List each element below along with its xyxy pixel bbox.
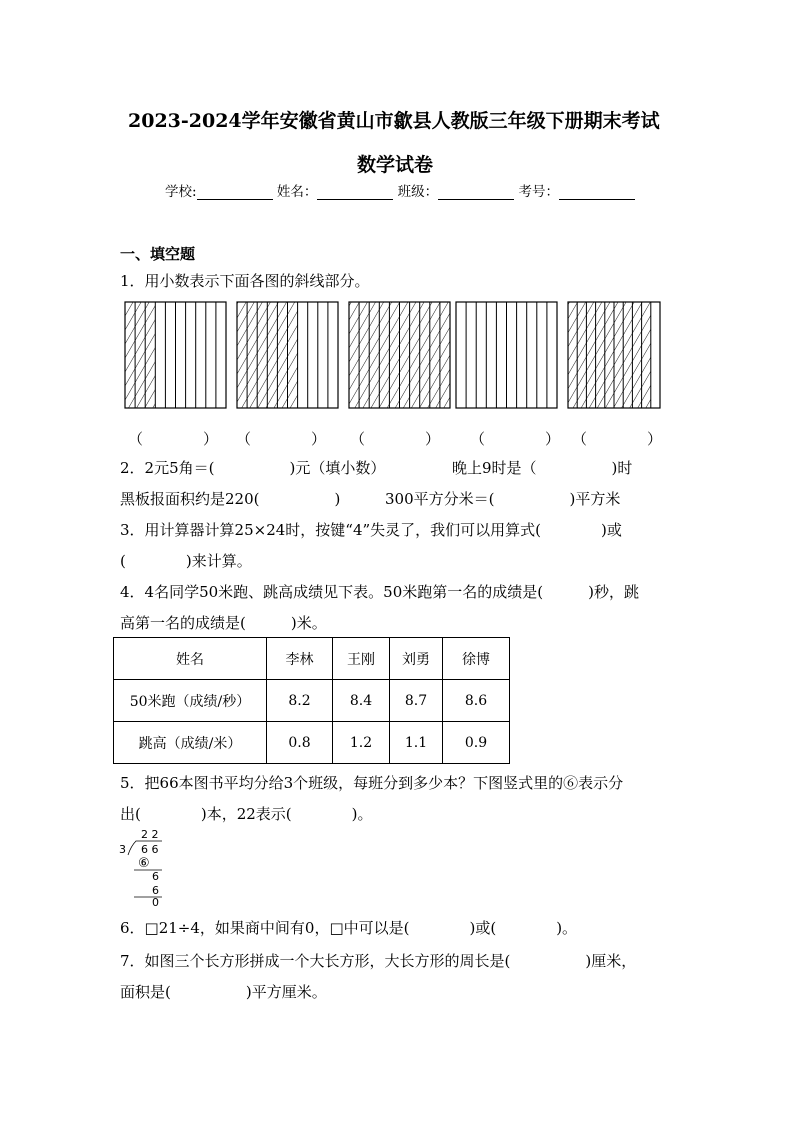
quotient: 2 2	[141, 828, 159, 841]
divisor: 3	[119, 843, 126, 856]
table-cell: 8.7	[390, 680, 443, 722]
long-division-figure	[116, 828, 176, 908]
q1-answer-3[interactable]: （ ）	[350, 430, 441, 448]
strip-figure-3	[349, 302, 450, 408]
question-5-line2: 出( )本，22表示( )。	[120, 805, 373, 823]
table-cell: 跳高（成绩/米）	[114, 722, 267, 764]
school-label: 学校:	[165, 184, 197, 200]
exam-title-line1: 2023-2024学年安徽省黄山市歙县人教版三年级下册期末考试	[128, 110, 660, 132]
question-4-line2: 高第一名的成绩是( )米。	[120, 614, 327, 632]
question-2-part-b: 晚上9时是（ )时	[452, 459, 633, 477]
question-2-part-c: 黑板报面积约是220( )	[120, 490, 341, 508]
division-step-3: 6	[152, 884, 159, 897]
question-7-line2: 面积是( )平方厘米。	[120, 983, 327, 1001]
table-cell: 1.1	[390, 722, 443, 764]
question-2-part-a: 2．2元5角＝( )元（填小数）	[120, 459, 386, 477]
table-cell: 0.9	[443, 722, 510, 764]
section-heading: 一、填空题	[120, 245, 196, 263]
question-7-line1: 7．如图三个长方形拼成一个大长方形，大长方形的周长是( )厘米，	[120, 952, 637, 970]
q1-answer-1[interactable]: （ ）	[128, 430, 219, 448]
table-row	[114, 680, 510, 722]
table-header-cell: 刘勇	[390, 638, 443, 680]
name-label: 姓名：	[276, 184, 318, 200]
shaded-area	[568, 302, 651, 408]
table-cell: 8.2	[267, 680, 333, 722]
table-cell: 0.8	[267, 722, 333, 764]
division-step-2: 6	[152, 870, 159, 883]
question-3-line1: 3．用计算器计算25×24时，按键“4”失灵了，我们可以用算式( )或	[120, 521, 622, 539]
question-4-line1: 4．4名同学50米跑、跳高成绩见下表。50米跑第一名的成绩是( )秒，跳	[120, 583, 639, 601]
shaded-area	[125, 302, 155, 408]
score-table	[113, 637, 510, 764]
question-1: 1．用小数表示下面各图的斜线部分。	[120, 272, 370, 290]
division-lines	[116, 828, 176, 908]
table-header-cell: 姓名	[114, 638, 267, 680]
question-6: 6．□21÷4，如果商中间有0，□中可以是( )或( )。	[120, 919, 578, 937]
question-2-part-d: 300平方分米＝( )平方米	[385, 490, 621, 508]
exam-no-label: 考号：	[518, 184, 559, 200]
dividend: 6 6	[141, 843, 159, 856]
strip-figure-2	[237, 302, 338, 408]
table-cell: 1.2	[333, 722, 390, 764]
table-header-cell: 李林	[267, 638, 333, 680]
strip-figure-1	[125, 302, 226, 408]
table-cell: 8.6	[443, 680, 510, 722]
class-label: 班级：	[397, 184, 439, 200]
table-header-cell: 王刚	[333, 638, 390, 680]
q1-answer-4[interactable]: （ ）	[470, 430, 561, 448]
question-3-line2: ( )来计算。	[120, 552, 252, 570]
table-cell: 8.4	[333, 680, 390, 722]
strip-figure-4	[456, 302, 557, 408]
strip-figure-5	[568, 302, 660, 408]
division-step-1: ⑥	[138, 856, 150, 871]
question-5-line1: 5．把66本图书平均分给3个班级，每班分到多少本？下图竖式里的⑥表示分	[120, 774, 624, 792]
exam-title-line2: 数学试卷	[357, 154, 434, 176]
table-header-cell: 徐博	[443, 638, 510, 680]
table-header-row	[114, 638, 510, 680]
q1-answer-2[interactable]: （ ）	[236, 430, 327, 448]
q1-answer-5[interactable]: （ ）	[572, 430, 663, 448]
table-cell: 50米跑（成绩/秒）	[114, 680, 267, 722]
q1-figures	[0, 0, 794, 420]
table-row	[114, 722, 510, 764]
division-remainder: 0	[152, 896, 159, 909]
